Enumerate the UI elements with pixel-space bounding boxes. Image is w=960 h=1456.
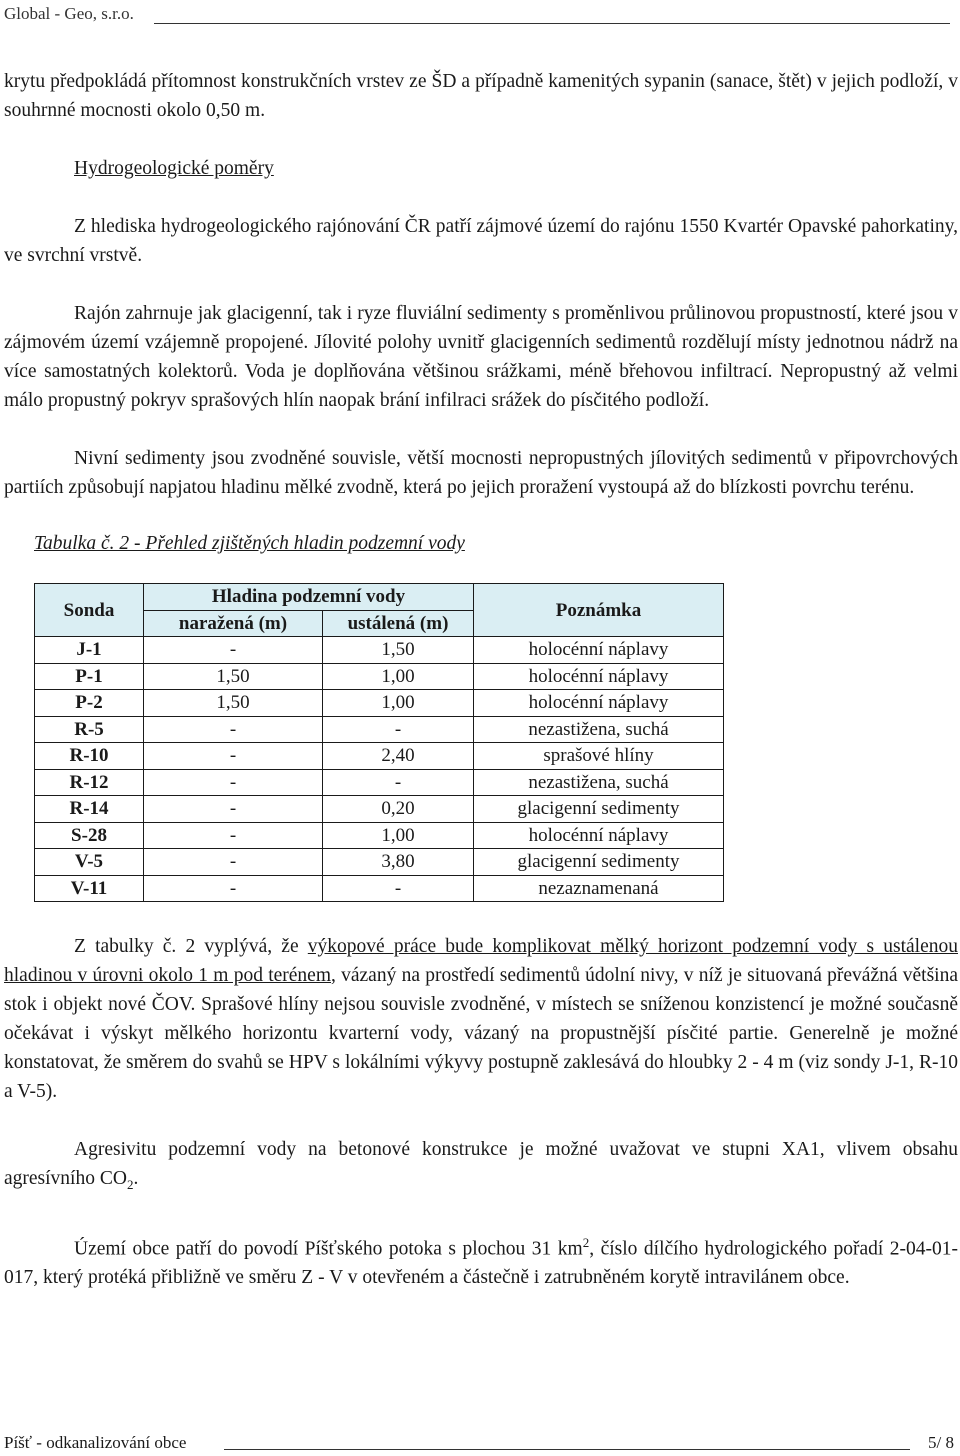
table-row [35,637,724,664]
cell-sonda: P-2 [35,690,144,717]
cell-poznamka: nezastižena, suchá [474,716,724,743]
section-heading: Hydrogeologické poměry [74,158,274,179]
cell-ustalena: 1,00 [323,690,474,717]
cell-poznamka: holocénní náplavy [474,663,724,690]
cell-narazena: - [144,849,323,876]
cell-sonda: V-11 [35,875,144,902]
cell-narazena: 1,50 [144,690,323,717]
povodi-text: Území obce patří do povodí Píšťského potoka s plochou 31 km [74,1238,583,1260]
paragraph-povodi [4,1228,958,1293]
header-ustalena: ustálená (m) [323,610,474,637]
paragraph-z-tabulky [4,932,958,1106]
cell-poznamka: holocénní náplavy [474,690,724,717]
cell-poznamka: nezaznamenaná [474,875,724,902]
cell-narazena: - [144,716,323,743]
cell-sonda: R-14 [35,796,144,823]
table-caption: Tabulka č. 2 - Přehled zjištěných hladin podzemní vody [34,533,465,554]
table-row [35,796,724,823]
table-row [35,875,724,902]
cell-ustalena: 1,00 [323,822,474,849]
z-tabulky-text-start: Z tabulky č. 2 vyplývá, že [74,936,308,957]
page-content [4,67,958,1292]
table-row [35,849,724,876]
paragraph-agresivita [4,1135,958,1199]
footer-title: Píšť - odkanalizování obce [4,1433,187,1452]
header-rule [154,23,950,24]
cell-poznamka: glacigenní sedimenty [474,796,724,823]
table-row [35,690,724,717]
z-tabulky-text-end: , vázaný na prostředí sedimentů údolní nivy, v níž je situovaná převážná většina stok i objekt nové ČOV. Sprašové hlíny nejsou souvisle zvodněné, v místech se sníženou konzistencí je možné současně očekávat i výskyt mělkého horizontu kvarterní vody, vázaný na propustnější písčité partie. Generelně je možné konstatovat, že směrem do svahů se HPV s lokálními výkyvy postupně zaklesává do hloubky 2 - 4 m (viz sondy J-1, R-10 a V-5). [4,965,958,1102]
cell-ustalena: 2,40 [323,743,474,770]
intro-paragraph: krytu předpokládá přítomnost konstrukčních vrstev ze ŠD a případně kamenitých sypanin (sanace, štět) v jejich podloží, v souhrnné mocnosti okolo 0,50 m. [4,71,958,121]
table-row [35,822,724,849]
header-poznamka: Poznámka [474,584,724,637]
cell-poznamka: sprašové hlíny [474,743,724,770]
km2-superscript: 2 [582,1234,590,1250]
footer-rule [224,1449,910,1450]
header-sonda: Sonda [35,584,144,637]
cell-narazena: 1,50 [144,663,323,690]
cell-sonda: R-12 [35,769,144,796]
table-header-row [35,584,724,611]
page-number: 5/ 8 [928,1433,954,1452]
cell-ustalena: 1,50 [323,637,474,664]
cell-narazena: - [144,743,323,770]
cell-narazena: - [144,796,323,823]
cell-ustalena: 3,80 [323,849,474,876]
cell-narazena: - [144,822,323,849]
co2-subscript: 2 [126,1176,134,1192]
cell-sonda: R-5 [35,716,144,743]
paragraph-rajon: Z hlediska hydrogeologického rajónování ČR patří zájmové území do rajónu 1550 Kvartér Opavské pahorkatiny, ve svrchní vrstvě. [4,216,958,266]
z-tabulky-underlined: výkopové práce bude komplikovat mělký horizont podzemní vody s ustálenou hladinou v úrovni okolo 1 m pod terénem [4,936,958,986]
table-row [35,769,724,796]
table-row [35,716,724,743]
cell-narazena: - [144,875,323,902]
cell-sonda: R-10 [35,743,144,770]
cell-sonda: V-5 [35,849,144,876]
cell-sonda: J-1 [35,637,144,664]
povodi-text-end: , číslo dílčího hydrologického pořadí 2-04-01-017, který protéká přibližně ve směru Z - V v otevřeném a částečně i zatrubněném korytě intravilánem obce. [4,1238,958,1289]
cell-narazena: - [144,637,323,664]
cell-ustalena: - [323,875,474,902]
groundwater-table [34,583,724,902]
cell-poznamka: holocénní náplavy [474,637,724,664]
paragraph-nivni: Nivní sedimenty jsou zvodněné souvisle, větší mocnosti nepropustných jílovitých sedimentů v připovrchových partiích způsobují napjatou hladinu mělké zvodně, která po jejich proražení vystoupá až do blízkosti povrchu terénu. [4,448,958,498]
cell-narazena: - [144,769,323,796]
cell-poznamka: nezastižena, suchá [474,769,724,796]
page-header [4,4,950,24]
agresivita-end: . [133,1168,139,1189]
cell-poznamka: holocénní náplavy [474,822,724,849]
header-hladina: Hladina podzemní vody [144,584,474,611]
paragraph-sedimenty: Rajón zahrnuje jak glacigenní, tak i ryze fluviální sedimenty s proměnlivou průlinovou propustností, které jsou v zájmovém území vzájemně propojené. Jílovité polohy uvnitř glacigenních sedimentů rozdělují místy jednotnou nádrž na více samostatných kolektorů. Voda je doplňována většinou srážkami, méně břehovou infiltrací. Nepropustný až velmi málo propustný pokryv sprašových hlín naopak brání infilraci srážek do písčitého podloží. [4,303,958,411]
company-name: Global - Geo, s.r.o. [4,4,134,23]
cell-ustalena: - [323,769,474,796]
header-narazena: naražená (m) [144,610,323,637]
cell-ustalena: 0,20 [323,796,474,823]
cell-sonda: S-28 [35,822,144,849]
cell-ustalena: 1,00 [323,663,474,690]
table-row [35,663,724,690]
cell-sonda: P-1 [35,663,144,690]
agresivita-text: Agresivitu podzemní vody na betonové konstrukce je možné uvažovat ve stupni XA1, vlivem obsahu agresívního CO [4,1139,958,1189]
cell-ustalena: - [323,716,474,743]
table-row [35,743,724,770]
cell-poznamka: glacigenní sedimenty [474,849,724,876]
